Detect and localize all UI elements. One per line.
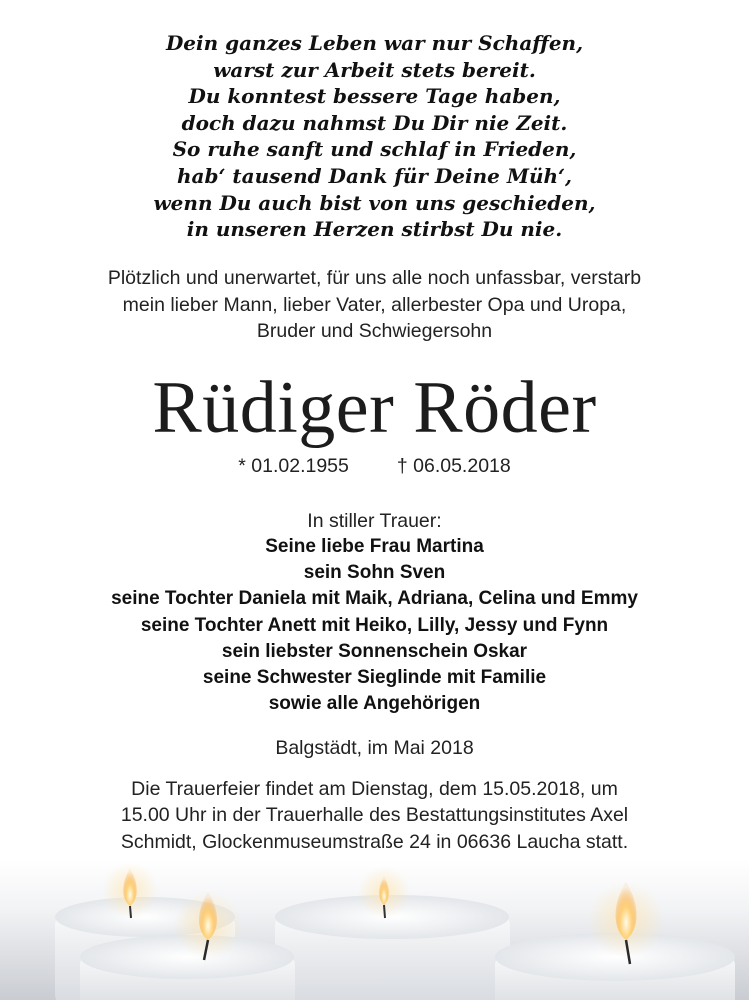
death-announcement [0, 265, 749, 345]
mourner-line: seine Tochter Anett mit Heiko, Lilly, Jessy und Fynn [140, 614, 609, 636]
mourner-line: seine Schwester Sieglinde mit Familie [202, 667, 547, 689]
poem-line: hab‘ tausend Dank für Deine Müh‘, [177, 163, 572, 188]
notice-line: 15.00 Uhr in der Trauerhalle des Bestattungsinstitutes Axel [120, 804, 629, 827]
mourner-line: sein liebster Sonnenschein Oskar [221, 640, 528, 662]
poem-line: doch dazu nahmst Du Dir nie Zeit. [181, 110, 568, 135]
death-date: † 06.05.2018 [396, 455, 511, 477]
birth-date: * 01.02.1955 [238, 455, 349, 477]
place-and-date: Balgstädt, im Mai 2018 [275, 737, 474, 759]
mourner-line: seine Tochter Daniela mit Maik, Adriana, Celina und Emmy [111, 588, 638, 610]
announcement-line: Plötzlich und unerwartet, für uns alle noch unfassbar, verstarb [107, 267, 642, 289]
life-dates [0, 453, 749, 479]
announcement-line: Bruder und Schwiegersohn [256, 320, 493, 342]
mourner-line: Seine liebe Frau Martina [265, 536, 484, 557]
tealight-candles-image [0, 860, 749, 1000]
notice-line: Schmidt, Glockenmuseumstraße 24 in 06636 Laucha statt. [120, 830, 629, 853]
deceased-name: Rüdiger Röder [152, 367, 597, 449]
poem-line: Du konntest bessere Tage haben, [188, 84, 561, 109]
mourners-list [0, 534, 749, 717]
poem-line: wenn Du auch bist von uns geschieden, [153, 190, 596, 215]
poem-line: So ruhe sanft und schlaf in Frieden, [172, 137, 577, 162]
mourner-line: sein Sohn Sven [303, 562, 446, 584]
announcement-line: mein lieber Mann, lieber Vater, allerbester Opa und Uropa, [122, 293, 627, 316]
notice-line: Die Trauerfeier findet am Dienstag, dem 15.05.2018, um [131, 778, 618, 800]
poem-line: Dein ganzes Leben war nur Schaffen, [165, 31, 584, 55]
memorial-poem [0, 30, 749, 243]
poem-line: warst zur Arbeit stets bereit. [213, 57, 536, 82]
mourner-line: sowie alle Angehörigen [268, 693, 481, 715]
mourning-label: In stiller Trauer: [307, 510, 442, 532]
poem-line: in unseren Herzen stirbst Du nie. [186, 217, 563, 242]
